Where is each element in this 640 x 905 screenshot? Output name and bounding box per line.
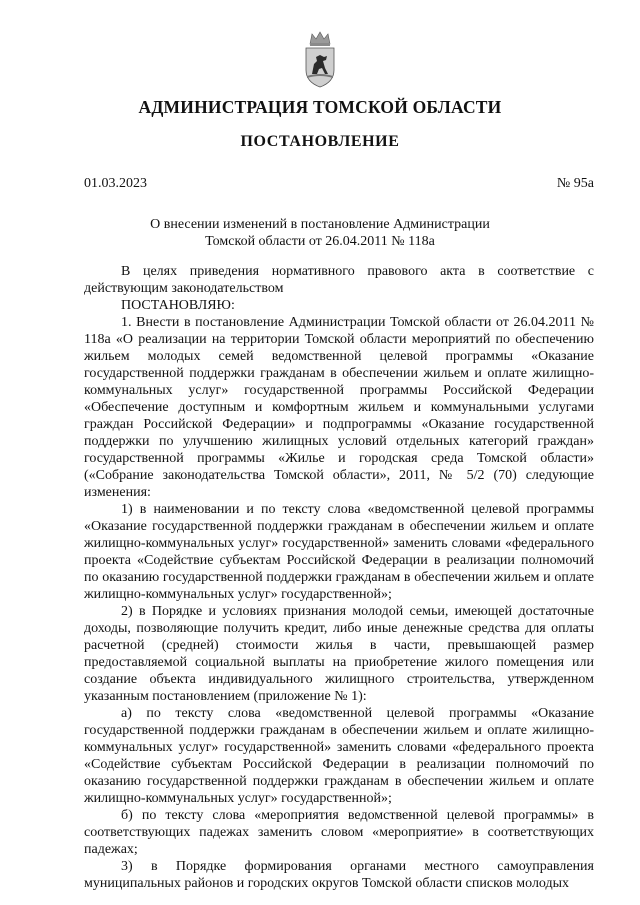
- document-subject: [0, 216, 640, 250]
- document-number: № 95а: [556, 176, 594, 191]
- body-paragraph: а) по тексту слова «ведомственной целевой программы «Оказание государственной поддержки гражданам в обеспечении жильем и оплате жилищно-коммунальных услуг» государственной» заменить словами «федерального проекта «Содействие субъектам Российской Федерации в реализации полномочий по оказанию государственной поддержки гражданам в обеспечении жильем и оплате жилищно-коммунальных услуг» государственной»;: [84, 706, 594, 806]
- document-date: 01.03.2023: [84, 176, 147, 191]
- body-paragraph: 1) в наименовании и по тексту слова «ведомственной целевой программы «Оказание государственной поддержки гражданам в обеспечении жильем и оплате жилищно-коммунальных услуг» государственной» заменить словами «федерального проекта «Содействие субъектам Российской Федерации в реализации полномочий по оказанию государственной поддержки гражданам в обеспечении жильем и оплате жилищно-коммунальных услуг» государственной»;: [84, 502, 594, 602]
- body-paragraph: б) по тексту слова «мероприятия ведомственной целевой программы» в соответствующих падежах заменить словом «мероприятие» в соответствующих падежах;: [84, 808, 594, 857]
- subject-line: Томской области от 26.04.2011 № 118а: [205, 234, 435, 249]
- subject-line: О внесении изменений в постановление Администрации: [150, 217, 490, 232]
- tomsk-coat-of-arms-icon: [303, 30, 337, 88]
- body-paragraph: 1. Внести в постановление Администрации Томской области от 26.04.2011 № 118а «О реализации на территории Томской области мероприятий по обеспечению жильем молодых семей ведомственной целевой программы «Оказание государственной поддержки гражданам в обеспечении жильем и оплате жилищно-коммунальных услуг» государственной программы Российской Федерации «Обеспечение доступным и комфортным жильем и коммунальными услугами граждан Российской Федерации» и подпрограммы «Оказание государственной поддержки по улучшению жилищных условий отдельных категорий граждан» государственной программы «Жилье и городская среда Томской области» («Собрание законодательства Томской области», 2011, № 5/2 (70) следующие изменения:: [84, 315, 594, 500]
- body-paragraph: 2) в Порядке и условиях признания молодой семьи, имеющей достаточные доходы, позволяющие получить кредит, либо иные денежные средства для оплаты расчетной (средней) стоимости жилья в части, превышающей размер предоставляемой социальной выплаты на приобретение жилого помещения или создание объекта индивидуального жилищного строительства, утвержденном указанным постановлением (приложение № 1):: [84, 604, 594, 704]
- body-paragraph: В целях приведения нормативного правового акта в соответствие с действующим законодательством: [84, 264, 594, 296]
- document-body: [84, 263, 594, 892]
- organization-title: АДМИНИСТРАЦИЯ ТОМСКОЙ ОБЛАСТИ: [138, 97, 502, 117]
- body-paragraph: 3) в Порядке формирования органами местного самоуправления муниципальных районов и городских округов Томской области списков молодых: [84, 859, 594, 891]
- resolution-word: ПОСТАНОВЛЯЮ:: [121, 298, 235, 313]
- document-type: ПОСТАНОВЛЕНИЕ: [240, 133, 400, 150]
